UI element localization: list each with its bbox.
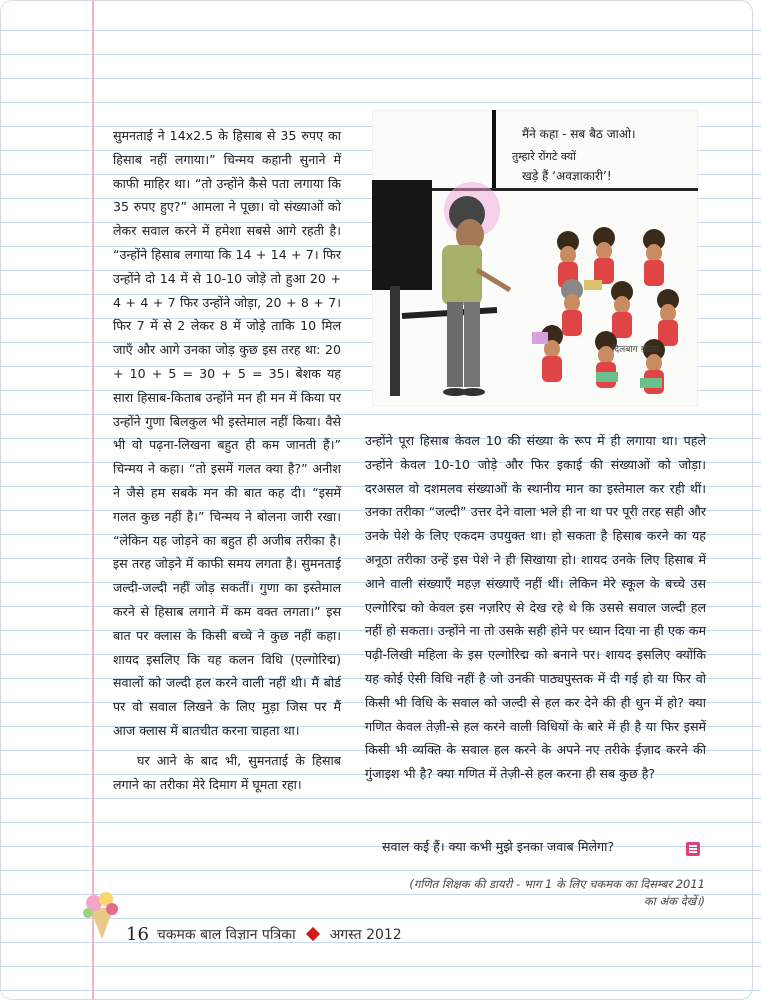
right-column: [365, 429, 706, 786]
speech-line-2: तुम्हारे रोंगटे क्यों: [512, 150, 576, 163]
page-number: 16: [126, 923, 149, 945]
right-paragraph: उन्होंने पूरा हिसाब केवल 10 की संख्या के रूप में ही लगाया था। पहले उन्होंने केवल 10-10 जोड़े और फिर इकाई की संख्याओं को जोड़ा। दरअसल वो दशमलव संख्याओं के स्थानीय मान का इस्तेमाल कर रही थीं। उनका तरीका “जल्दी” उत्तर देने वाला भले ही ना था पर पूरी तरह सही और उनके पेशे के लिए एकदम उपयुक्त था। हो सकता है हिसाब करने का यह अनूठा तरीका उन्हें इस पेशे ने ही सिखाया हो। शायद उनके लिए हिसाब में आने वाली संख्याएँ महज़ संख्याएँ नहीं थीं। लेकिन मेरे स्कूल के बच्चे उस एल्गोरिद्म को केवल इस नज़रिए से देख रहे थे कि उससे सवाल जल्दी हल नहीं हो सकता। उन्होंने ना तो उसके सही होने पर ध्यान दिया ना ही एक कम पढ़ी-लिखी महिला के इस एल्गोरिद्म को बनाने पर। शायद इसलिए क्योंकि यह कोई ऐसी विधि नहीं है जो उनकी पाठ्यपुस्तक में दी गई हो या फिर वो किसी भी विधि के सवाल को जल्दी से हल कर देने की ही धुन में हो? क्या गणित केवल तेज़ी-से हल करने वाली विधियों के बारे में ही है या फिर इसमें किसी भी व्यक्ति के सवाल हल करने के अपने नए तरीके ईज़ाद करने की गुंजाइश भी है? क्या गणित में तेज़ी-से हल करना ही सब कुछ है?: [365, 433, 706, 782]
left-paragraph-2: घर आने के बाद भी, सुमनताई के हिसाब लगाने का तरीका मेरे दिमाग में घूमता रहा।: [113, 752, 341, 792]
left-paragraph-1: सुमनताई ने 14x2.5 के हिसाब से 35 रुपए का हिसाब नहीं लगाया।” चिन्मय कहानी सुनाने में काफी माहिर था। “तो उन्होंने कैसे पता लगाया कि 35 रुपए हुए?” आमला ने पूछा। वो संख्याओं को लेकर सवाल करने में हमेशा सबसे आगे रहती है। “उन्होंने हिसाब लगाया कि 14 + 14 + 7। फिर उन्होंने दो 14 में से 10-10 जोड़े तो हुआ 20 + 4 + 4 + 7 फिर उन्होंने जोड़ा, 20 + 8 + 7। फिर 7 में से 2 लेकर 8 में जोड़े ताकि 10 मिल जाएँ और आगे उनका जोड़ कुछ इस तरह था: 20 + 10 + 5 = 30 + 5 = 35। बेशक यह सारा हिसाब-किताब उन्होंने मन ही मन में किया पर उन्होंने गुणा बिलकुल भी इस्तेमाल नहीं किया। वैसे भी वो पढ़ना-लिखना बहुत ही कम जानती हैं।” चिन्मय ने कहा। “तो इसमें गलत क्या है?” अनीश ने जैसे हम सबके मन की बात कह दी। “इसमें गलत कुछ नहीं है।” चिन्मय ने बोलना जारी रखा। “लेकिन यह जोड़ने का बहुत ही अजीब तरीका है। इस तरह जोड़ने में काफी समय लगता है। सुमनताई जल्दी-जल्दी नहीं जोड़ सकतीं। गुणा का इस्तेमाल करने से हिसाब लगाने में कम वक्त लगता।” इस बात पर क्लास के किसी बच्चे ने कुछ नहीं कहा। शायद इसलिए कि यह कलन विधि (एल्गोरिद्म) सवालों को जल्दी हल करने वाली नहीं थी। मैं बोर्ड पर वो सवाल लिखने के लिए मुड़ा जिस पर मैं आज क्लास में बातचीत करना चाहता था।: [113, 128, 341, 738]
end-mark-icon: [686, 842, 700, 856]
speech-line-3: खड़े हैं ‘अवज्ञाकारी’!: [522, 169, 612, 183]
page-footer: [126, 922, 402, 946]
left-column: [113, 124, 341, 796]
closing-questions-line: सवाल कई हैं। क्या कभी मुझे इनका जवाब मिलेगा?: [382, 839, 615, 854]
classroom-illustration: [372, 110, 698, 406]
issue-date: अगस्त 2012: [329, 926, 402, 943]
speech-line-1: मैंने कहा - सब बैठ जाओ।: [522, 127, 636, 141]
magazine-name: चकमक बाल विज्ञान पत्रिका: [156, 926, 296, 943]
source-note: (गणित शिक्षक की डायरी - भाग 1 के लिए चकमक का दिसम्बर 2011 का अंक देखें।): [409, 877, 705, 908]
diamond-icon: [306, 927, 320, 941]
flower-decoration-icon: [72, 885, 128, 941]
artist-signature: दिलबाग ग़ौतम: [612, 345, 659, 355]
margin-line: [92, 0, 94, 1000]
